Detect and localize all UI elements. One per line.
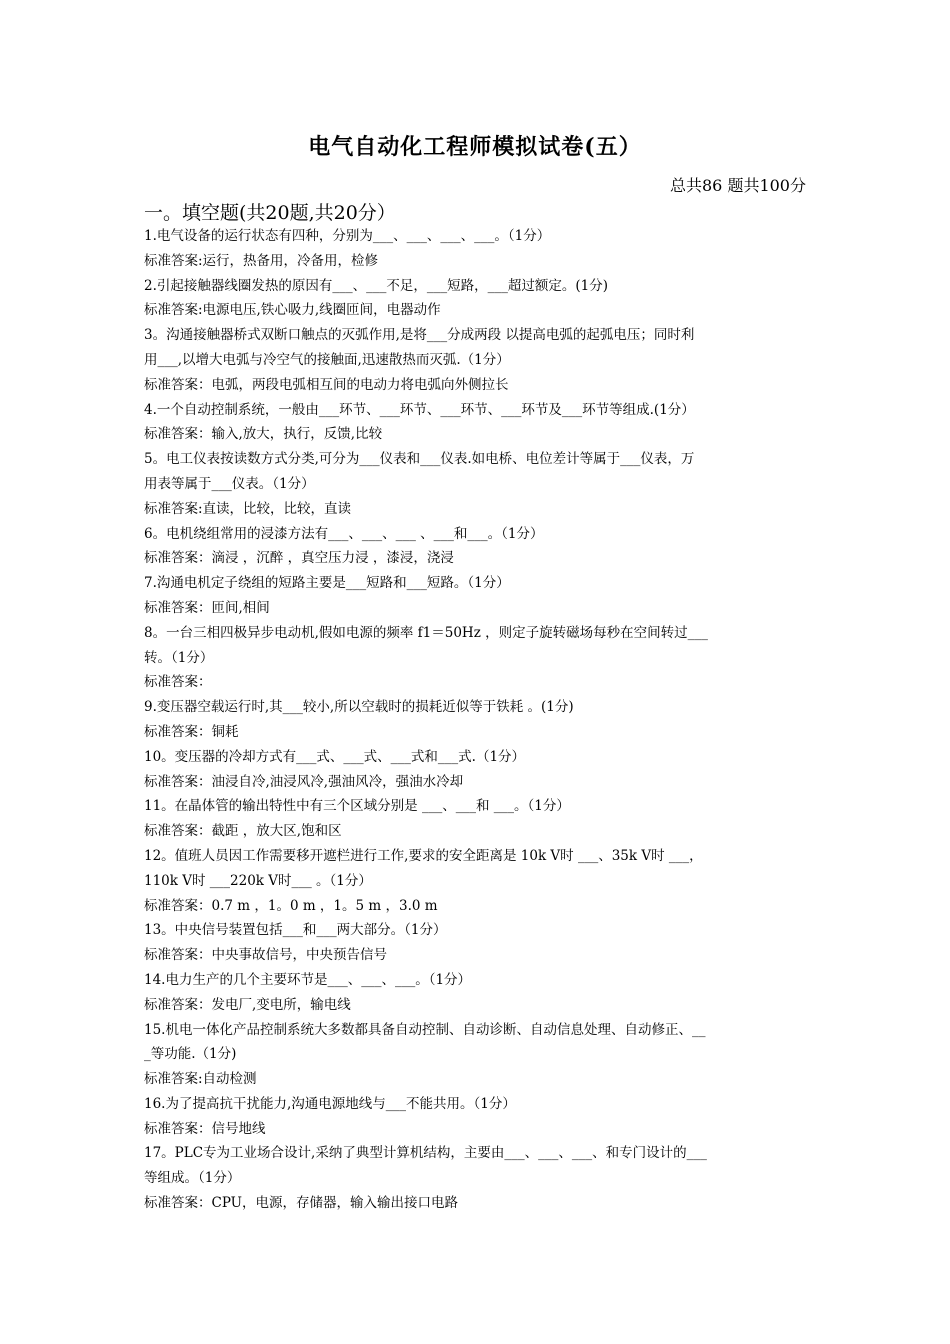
question-line: 等组成。（1分）: [144, 1170, 241, 1187]
question-line: 用___,以增大电弧与冷空气的接触面,迅速散热而灭弧.（1分）: [144, 351, 510, 368]
question-line: 17。PLC专为工业场合设计,采纳了典型计算机结构，主要由___、___、___、和专门设计的___: [144, 1145, 707, 1162]
answer-line: 标准答案:电源电压,铁心吸力,线圈匝间，电器动作: [144, 302, 441, 319]
question-line: 3。沟通接触器桥式双断口触点的灭弧作用,是将___分成两段 以提高电弧的起弧电压；同时利: [144, 327, 695, 344]
question-line: 16.为了提高抗干扰能力,沟通电源地线与___不能共用。（1分）: [144, 1095, 516, 1112]
question-line: 5。电工仪表按读数方式分类,可分为___仪表和___仪表.如电桥、电位差计等属于___仪表，万: [144, 451, 695, 468]
question-line: 15.机电一体化产品控制系统大多数都具备自动控制、自动诊断、自动信息处理、自动修正、__: [144, 1021, 706, 1038]
answer-line: 标准答案：滴浸 ，沉醉 ，真空压力浸 ，漆浸，浇浸: [144, 550, 454, 567]
question-line: 4.一个自动控制系统，一般由___环节、___环节、___环节、___环节及___环节等组成.(1分）: [144, 401, 695, 418]
answer-line: 标准答案：信号地线: [144, 1120, 266, 1137]
answer-line: 标准答案：中央事故信号，中央预告信号: [144, 947, 387, 964]
question-line: 转。（1分）: [144, 649, 214, 666]
question-line: 13。中央信号装置包括___和___两大部分。（1分）: [144, 922, 447, 939]
answer-line: 标准答案：油浸自冷,油浸风冷,强油风冷，强油水冷却: [144, 773, 464, 790]
question-line: 8。一台三相四极异步电动机,假如电源的频率 f1＝50Hz ，则定子旋转磁场每秒在空间转过___: [144, 624, 708, 641]
question-line: 110k V时 ___220k V时___ 。（1分）: [144, 872, 372, 889]
page-title: 电气自动化工程师模拟试卷(五）: [308, 134, 642, 160]
answer-line: 标准答案：CPU，电源，存储器，输入输出接口电路: [144, 1195, 459, 1212]
question-line: 11。在晶体管的输出特性中有三个区域分别是 ___、___和 ___。（1分）: [144, 798, 570, 815]
answer-line: 标准答案：电弧，两段电弧相互间的电动力将电弧向外侧拉长: [144, 376, 509, 393]
answer-line: 标准答案：输入,放大，执行，反馈,比较: [144, 426, 383, 443]
question-line: 10。变压器的冷却方式有___式、___式、___式和___式.（1分）: [144, 748, 526, 765]
answer-line: 标准答案：发电厂,变电所，输电线: [144, 996, 351, 1013]
question-line: 2.引起接触器线圈发热的原因有___、___不足，___短路，___超过额定。(1分): [144, 277, 609, 294]
question-line: 7.沟通电机定子绕组的短路主要是___短路和___短路。（1分）: [144, 575, 510, 592]
answer-line: 标准答案：0.7 m ，1。0 m ，1。5 m ，3.0 m: [144, 897, 438, 914]
question-line: 14.电力生产的几个主要环节是___、___、___。（1分）: [144, 971, 472, 988]
answer-line: 标准答案:直读，比较，比较，直读: [144, 500, 352, 517]
question-line: 用表等属于___仪表。（1分）: [144, 475, 315, 492]
answer-line: 标准答案:运行，热备用，冷备用，检修: [144, 252, 379, 269]
question-line: _等功能.（1分): [144, 1046, 237, 1063]
question-line: 9.变压器空载运行时,其___较小,所以空载时的损耗近似等于铁耗 。(1分): [144, 699, 574, 716]
section-heading: 一。填空题(共20题,共20分）: [144, 202, 396, 224]
answer-line: 标准答案：匝间,相间: [144, 599, 270, 616]
question-line: 1.电气设备的运行状态有四种，分别为___、___、___、___。（1分）: [144, 228, 551, 244]
question-line: 12。值班人员因工作需要移开遮栏进行工作,要求的安全距离是 10k V时 ___、35k V时 ___，: [144, 847, 703, 864]
question-list: [144, 224, 812, 1216]
question-line: 6。电机绕组常用的浸漆方法有___、___、___ 、___和___。（1分）: [144, 525, 544, 542]
answer-line: 标准答案：截距 ，放大区,饱和区: [144, 823, 342, 840]
answer-line: 标准答案：铜耗: [144, 723, 239, 740]
score-info: 总共86 题共100分: [670, 176, 806, 195]
answer-line: 标准答案:自动检测: [144, 1071, 257, 1088]
answer-line: 标准答案：: [144, 674, 212, 691]
